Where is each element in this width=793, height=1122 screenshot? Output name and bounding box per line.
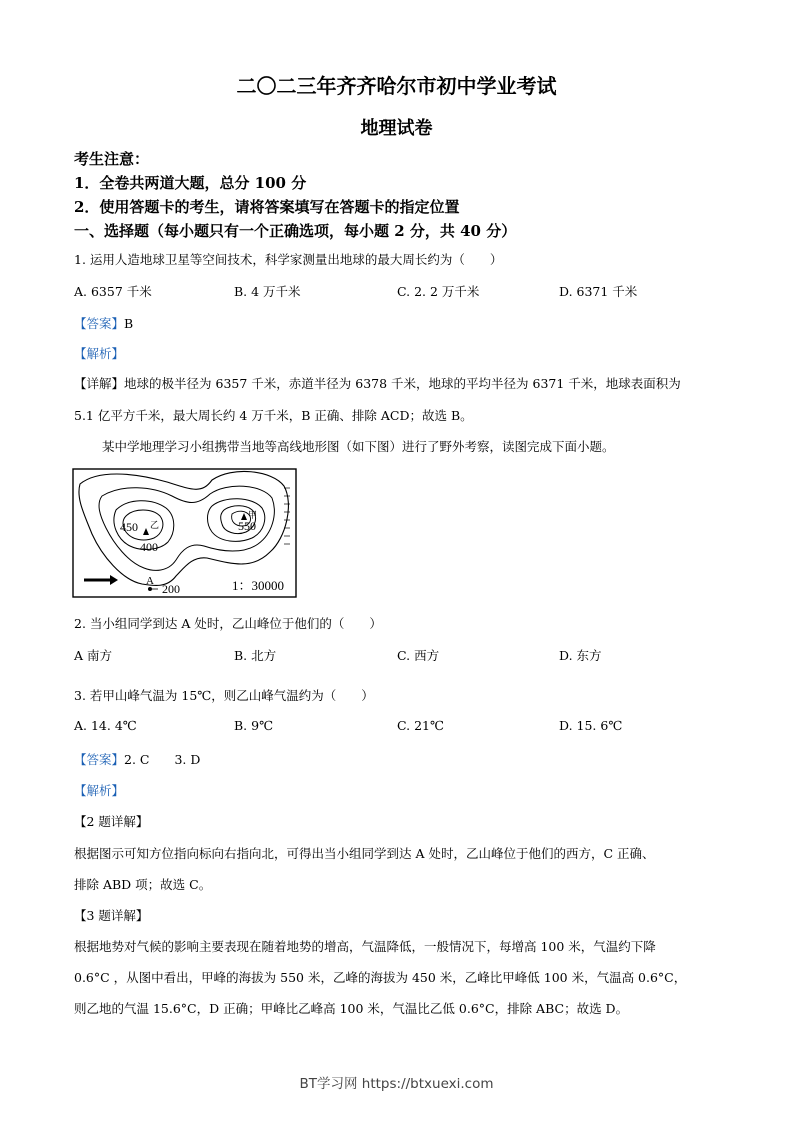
q1-detail-line-2: 5.1 亿平方千米，最大周长约 4 万千米，B 正确、排除 ACD；故选 B。 xyxy=(74,408,473,423)
page-subtitle: 地理试卷 xyxy=(360,118,433,139)
map-scale: 1：30000 xyxy=(232,578,285,593)
page-title: 二〇二三年齐齐哈尔市初中学业考试 xyxy=(236,74,557,98)
peak-yi-name: 乙 xyxy=(150,520,160,530)
q2-option-b: B. 北方 xyxy=(234,648,277,663)
q1-option-d: D. 6371 千米 xyxy=(559,284,638,299)
q3-analysis-tag: 【解析】 xyxy=(74,783,125,798)
contour-200-label: 200 xyxy=(162,582,180,596)
q1-analysis-tag: 【解析】 xyxy=(74,346,125,361)
q3-detail-line-3: 则乙地的气温 15.6°C，D 正确；甲峰比乙峰高 100 米，气温比乙低 0.6°C，排除 ABC；故选 D。 xyxy=(74,1001,629,1016)
q2-option-d: D. 东方 xyxy=(559,648,602,663)
detail-tag: 【详解】 xyxy=(74,376,125,391)
point-a-label: A xyxy=(146,575,154,587)
q2-stem: 2. 当小组同学到达 A 处时，乙山峰位于他们的（ ） xyxy=(74,616,382,631)
answer-tag: 【答案】 xyxy=(74,752,125,767)
group-intro: 某中学地理学习小组携带当地等高线地形图（如下图）进行了野外考察，读图完成下面小题。 xyxy=(102,439,615,454)
peak-yi-height: 450 xyxy=(120,520,138,534)
q2-detail-line-2: 排除 ABD 项；故选 C。 xyxy=(74,877,212,892)
q1-answer xyxy=(74,314,133,332)
q1-option-a: A. 6357 千米 xyxy=(74,284,152,299)
q3-option-b: B. 9℃ xyxy=(234,718,274,733)
q3-option-a: A. 14. 4℃ xyxy=(74,718,137,733)
notice-item-2: 2．使用答题卡的考生，请将答案填写在答题卡的指定位置 xyxy=(74,198,460,216)
detail-text: 地球的极半径为 6357 千米，赤道半径为 6378 千米，地球的平均半径为 6371 千米，地球表面积为 xyxy=(124,376,681,391)
q3-option-c: C. 21℃ xyxy=(397,718,444,733)
q3-answer xyxy=(74,750,200,768)
q3-detail-line-1: 根据地势对气候的影响主要表现在随着地势的增高，气温降低，一般情况下，每增高 100 米，气温约下降 xyxy=(74,939,656,954)
q3-detail-tag: 【3 题详解】 xyxy=(74,908,149,923)
q2-detail-line-1: 根据图示可知方位指向标向右指向北，可得出当小组同学到达 A 处时，乙山峰位于他们的西方，C 正确、 xyxy=(74,846,655,861)
point-a-marker xyxy=(148,587,152,591)
notice-item-1: 1．全卷共两道大题，总分 100 分 xyxy=(74,174,307,192)
q2-option-c: C. 西方 xyxy=(397,648,440,663)
q1-stem: 1. 运用人造地球卫星等空间技术，科学家测量出地球的最大周长约为（ ） xyxy=(74,252,503,267)
q1-detail-line-1 xyxy=(74,374,681,392)
footer-watermark: BT学习网 https://btxuexi.com xyxy=(299,1076,494,1092)
notice-heading: 考生注意： xyxy=(74,150,150,168)
q3-detail-line-2: 0.6°C ，从图中看出，甲峰的海拔为 550 米，乙峰的海拔为 450 米，乙峰比甲峰低 100 米，气温高 0.6°C， xyxy=(74,970,687,985)
q2-option-a: A 南方 xyxy=(74,648,113,663)
contour-map xyxy=(72,468,298,599)
q1-option-c: C. 2. 2 万千米 xyxy=(397,284,480,299)
q1-option-b: B. 4 万千米 xyxy=(234,284,301,299)
answer-value: 2. C 3. D xyxy=(124,752,201,767)
q2-detail-tag: 【2 题详解】 xyxy=(74,814,149,829)
peak-jia-name: 甲 xyxy=(248,510,258,520)
contour-400-label: 400 xyxy=(140,540,158,554)
q3-option-d: D. 15. 6℃ xyxy=(559,718,623,733)
peak-jia-height: 550 xyxy=(238,519,256,533)
answer-tag: 【答案】 xyxy=(74,316,125,331)
section-heading: 一、选择题（每小题只有一个正确选项，每小题 2 分，共 40 分） xyxy=(74,222,517,240)
answer-value: B xyxy=(124,316,134,331)
q3-stem: 3. 若甲山峰气温为 15℃，则乙山峰气温约为（ ） xyxy=(74,688,374,703)
